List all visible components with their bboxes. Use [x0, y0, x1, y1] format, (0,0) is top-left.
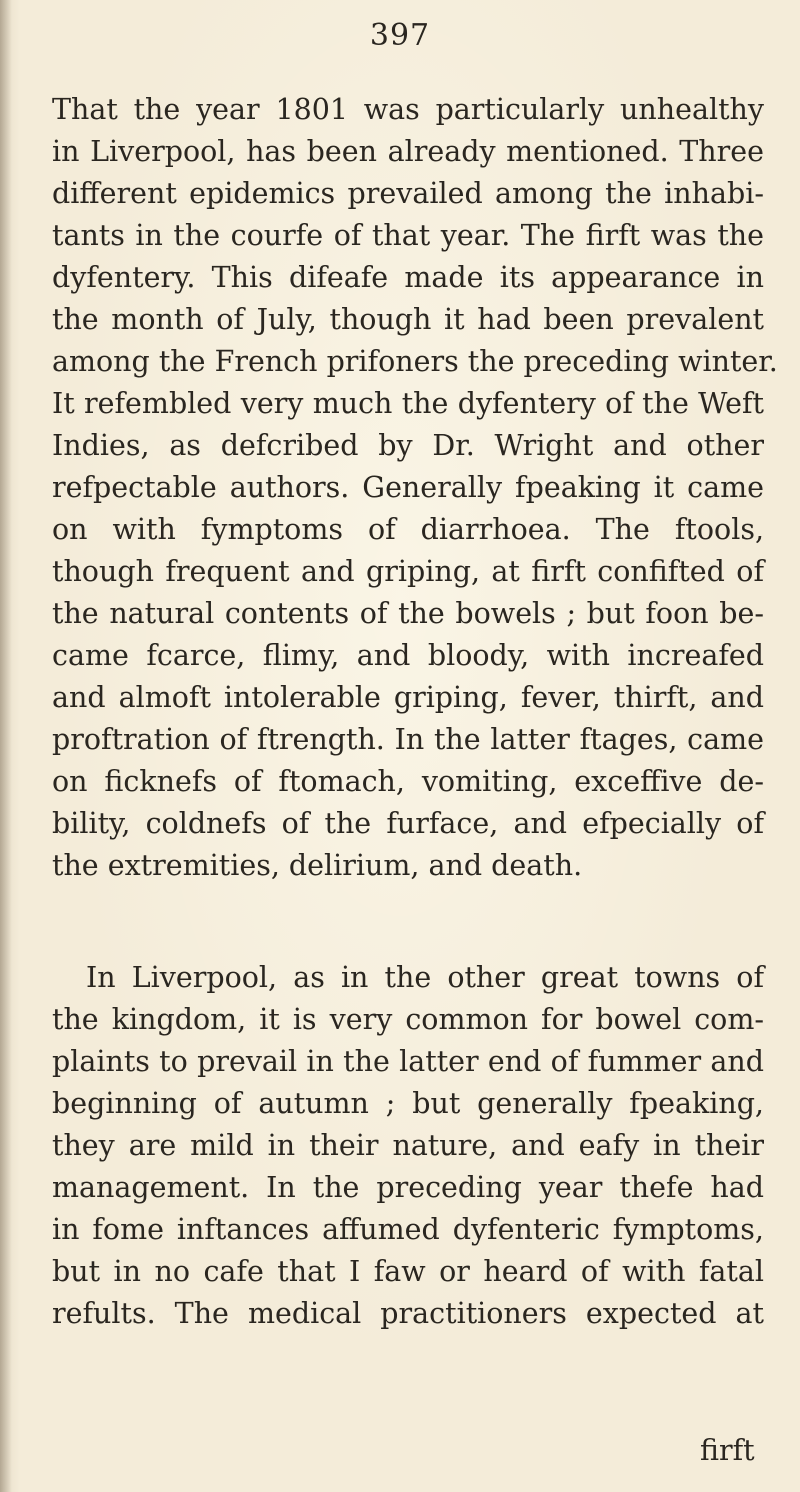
page-number: 397 — [369, 18, 431, 53]
text-line: the kingdom, it is very common for bowel com- — [52, 1003, 764, 1036]
text-line: management. In the preceding year thefe had — [52, 1171, 764, 1204]
text-line: the natural contents of the bowels ; but foon be- — [52, 597, 764, 630]
text-line: on with fymptoms of diarrhoea. The ftools, — [52, 513, 764, 546]
text-line: different epidemics prevailed among the inhabi- — [52, 177, 764, 210]
text-line: refpectable authors. Generally fpeaking it came — [52, 471, 764, 504]
text-line: tants in the courfe of that year. The firft was the — [52, 219, 764, 252]
text-line: among the French prifoners the preceding winter. — [52, 345, 778, 378]
text-line: and almoft intolerable griping, fever, thirft, and — [52, 681, 764, 714]
text-line: they are mild in their nature, and eafy in their — [52, 1129, 764, 1162]
text-line: but in no cafe that I faw or heard of with fatal — [52, 1255, 764, 1288]
page-binding-shadow — [0, 0, 12, 1492]
paragraph-1 — [52, 89, 778, 887]
text-line: came fcarce, flimy, and bloody, with increafed — [52, 639, 764, 672]
paragraph-2 — [52, 957, 764, 1335]
text-line: in fome inftances affumed dyfenteric fymptoms, — [52, 1213, 764, 1246]
catchword: firft — [700, 1434, 755, 1467]
text-line: dyfentery. This difeafe made its appearance in — [52, 261, 764, 294]
text-line: bility, coldnefs of the furface, and efpecially of — [52, 807, 764, 840]
text-line: proftration of ftrength. In the latter ftages, came — [52, 723, 764, 756]
text-line: In Liverpool, as in the other great towns of — [86, 961, 764, 994]
text-line: That the year 1801 was particularly unhealthy — [52, 93, 764, 126]
text-line: refults. The medical practitioners expected at — [52, 1297, 764, 1330]
text-line: beginning of autumn ; but generally fpeaking, — [52, 1087, 764, 1120]
text-line: the month of July, though it had been prevalent — [52, 303, 764, 336]
text-line: on ficknefs of ftomach, vomiting, exceffive de- — [52, 765, 764, 798]
text-line: the extremities, delirium, and death. — [52, 849, 583, 882]
text-line: though frequent and griping, at firft confifted of — [52, 555, 764, 588]
text-line: It refembled very much the dyfentery of the Weft — [52, 387, 764, 420]
text-line: in Liverpool, has been already mentioned. Three — [52, 135, 764, 168]
text-line: Indies, as defcribed by Dr. Wright and other — [52, 429, 764, 462]
text-line: plaints to prevail in the latter end of fummer and — [52, 1045, 764, 1078]
